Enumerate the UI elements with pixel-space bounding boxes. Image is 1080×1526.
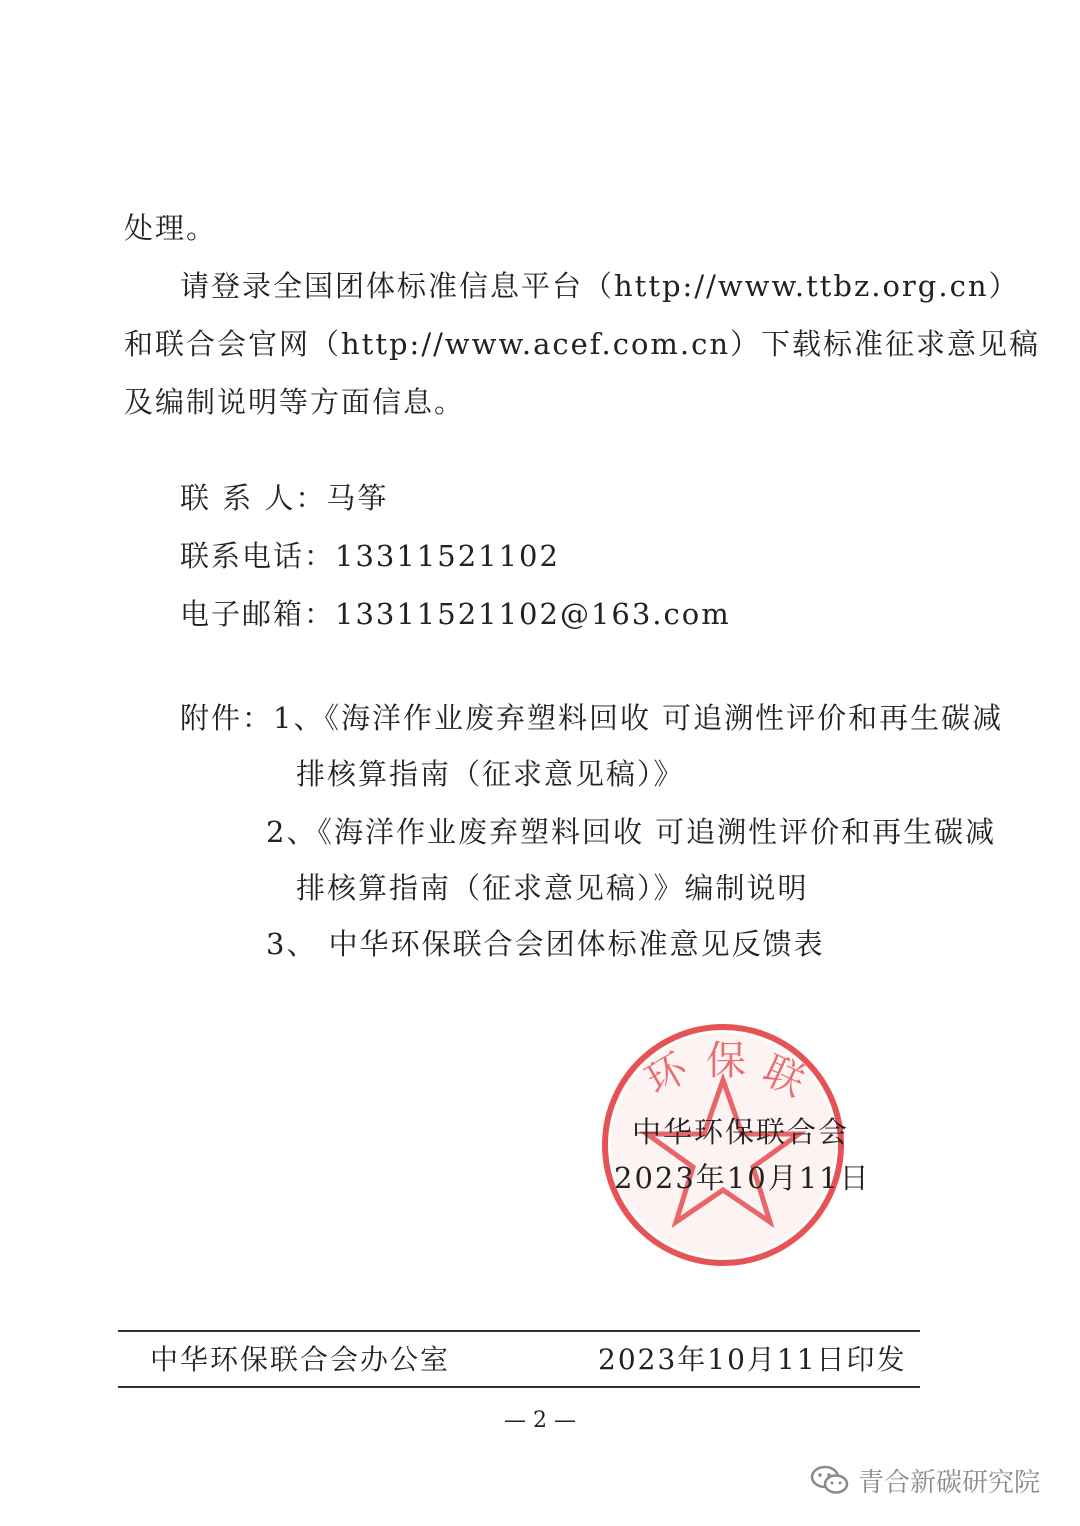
signature-date: 2023年10月11日	[614, 1161, 871, 1195]
body-line-4: 及编制说明等方面信息。	[124, 385, 466, 419]
wechat-icon	[810, 1464, 850, 1496]
body-line-3: 和联合会官网（http://www.acef.com.cn）下载标准征求意见稿	[124, 327, 1041, 361]
watermark	[810, 1462, 1040, 1498]
footer-top-rule	[118, 1330, 920, 1332]
contact-phone: 联系电话：13311521102	[180, 539, 560, 573]
seal-arc-char-3: 联	[755, 1047, 812, 1106]
contact-person: 联 系 人：马筝	[180, 481, 389, 515]
attachment-1-line-1: 附件：1、《海洋作业废弃塑料回收 可追溯性评价和再生碳减	[180, 701, 1004, 735]
attachment-1-line-2: 排核算指南（征求意见稿）》	[296, 757, 685, 791]
footer-office: 中华环保联合会办公室	[150, 1343, 451, 1376]
body-line-2: 请登录全国团体标准信息平台（http://www.ttbz.org.cn）	[180, 269, 1020, 303]
attachment-2-line-2: 排核算指南（征求意见稿）》编制说明	[296, 871, 809, 905]
attachment-2-line-1: 2、《海洋作业废弃塑料回收 可追溯性评价和再生碳减	[266, 815, 997, 849]
page-number: — 2 —	[504, 1408, 576, 1433]
watermark-text: 青合新碳研究院	[858, 1467, 1041, 1498]
body-line-1: 处理。	[124, 211, 218, 245]
footer-print-date: 2023年10月11日印发	[598, 1343, 907, 1376]
attachment-3: 3、 中华环保联合会团体标准意见反馈表	[266, 927, 825, 961]
signature-org: 中华环保联合会	[632, 1115, 850, 1149]
seal-arc-char-2: 保	[706, 1038, 746, 1084]
footer-bottom-rule	[118, 1386, 920, 1388]
seal-arc-char-1: 环	[638, 1044, 696, 1105]
contact-email: 电子邮箱：13311521102@163.com	[180, 597, 731, 631]
